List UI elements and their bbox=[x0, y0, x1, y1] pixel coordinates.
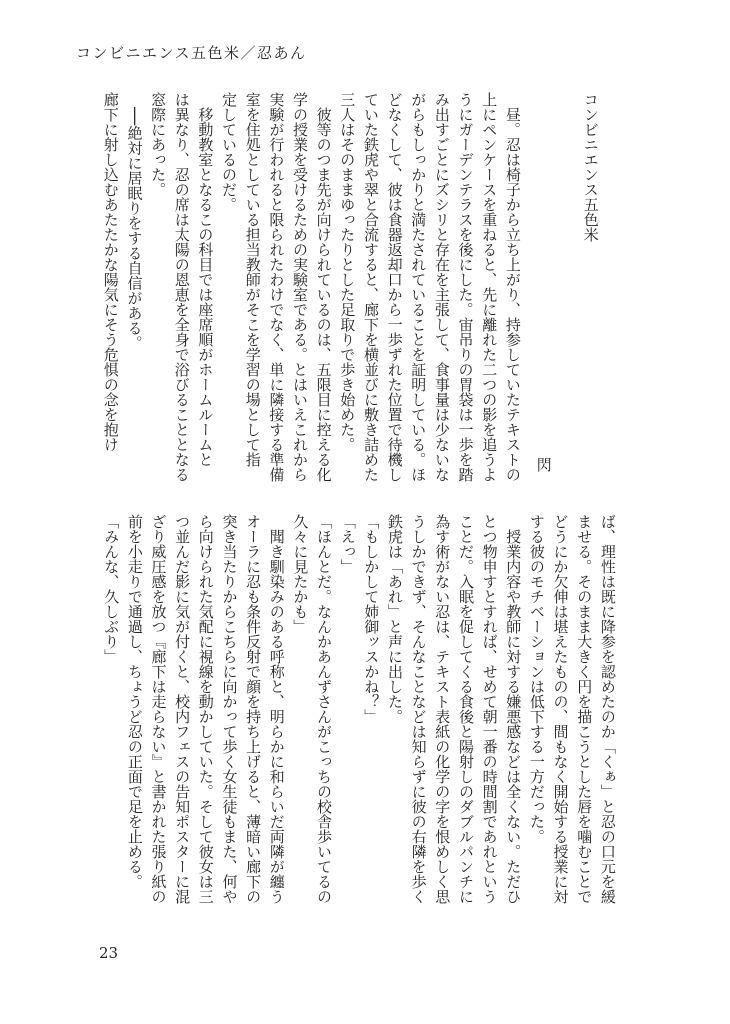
text-line: ませる。そのまま大きく円を描こうとした唇を噛むことで bbox=[575, 514, 594, 904]
text-line: 久々に見たかも」 bbox=[291, 514, 310, 634]
text-line: 突き当たりからこちらに向かって歩く女生徒もまた、何や bbox=[220, 514, 239, 904]
text-line: どなくして、彼は食器返却口から一歩ずれた位置で待機し bbox=[385, 92, 404, 482]
text-line: うにガーデンテラスを後にした。宙吊りの胃袋は一歩を踏 bbox=[456, 92, 475, 482]
text-line: 授業内容や教師に対する嫌悪感などは全くない。ただひ bbox=[504, 514, 523, 904]
author-name: 閃 bbox=[534, 457, 553, 472]
text-line: とつ物申すとすれば、せめて朝一番の時間割であれという bbox=[480, 514, 499, 904]
text-line: オーラに忍も条件反射で顔を持ち上げると、薄暗い廊下の bbox=[244, 514, 263, 904]
running-head: コンビニエンス五色米／忍あん bbox=[76, 44, 307, 62]
text-line: 「もしかして姉御ッスかね？」 bbox=[362, 514, 381, 724]
text-line: 上にペンケースを重ねると、先に離れた二つの影を追うよ bbox=[480, 92, 499, 482]
text-line: 学の授業を受けるための実験室である。とはいえこれから bbox=[290, 92, 309, 482]
text-line: ていた鉄虎や翠と合流すると、廊下を横並びに敷き詰めた bbox=[361, 92, 380, 482]
text-line: する彼のモチベーションは低下する一方だった。 bbox=[527, 514, 546, 844]
text-line: うしかできず、そんなことなどは知らずに彼の右隣を歩く bbox=[409, 514, 428, 904]
page-number: 23 bbox=[99, 944, 119, 962]
text-line: み出すごとにズシリと存在を主張して、食事量は少ないな bbox=[432, 92, 451, 482]
text-line: ば、理性は既に降参を認めたのか「くぁ」と忍の口元を緩 bbox=[598, 514, 617, 904]
text-line: 「ほんとだ。なんかあんずさんがこっちの校舎歩いてるの bbox=[315, 514, 334, 904]
text-line: 窓際にあった。 bbox=[149, 92, 168, 197]
text-line: 三人はそのままゆったりとした足取りで歩き始めた。 bbox=[338, 92, 357, 452]
text-line: は異なり、忍の席は太陽の恩恵を全身で浴びることとなる bbox=[172, 92, 191, 482]
text-line: 鉄虎は「あれ」と声に出した。 bbox=[385, 514, 404, 724]
text-line: 「えっ」 bbox=[338, 514, 357, 574]
story-title: コンビニエンス五色米 bbox=[581, 92, 600, 242]
text-line: 実験が行われると限られたわけでなく、単に隣接する準備 bbox=[267, 92, 286, 482]
text-line: 彼等のつま先が向けられているのは、五限目に控える化 bbox=[314, 92, 333, 482]
text-line: 定しているのだ。 bbox=[220, 92, 239, 212]
text-line: がらもしっかりと満たされていることを証明している。ほ bbox=[409, 92, 428, 482]
text-line: ざり威圧感を放つ『廊下は走らない』と書かれた張り紙の bbox=[149, 514, 168, 904]
text-line: ら向けられた気配に視線を動かしていた。そして彼女は三 bbox=[196, 514, 215, 904]
text-line: 聞き馴染みのある呼称と、明らかに和らいだ両隣が纏う bbox=[267, 514, 286, 904]
text-line: 「みんな、久しぶり」 bbox=[102, 514, 121, 664]
text-line: 移動教室となるこの科目では座席順がホームルームと bbox=[196, 92, 215, 467]
text-line: 昼。忍は椅子から立ち上がり、持参していたテキストの bbox=[503, 92, 522, 482]
text-line: 室を住処としている担当教師がそこを学習の場として指 bbox=[243, 92, 262, 467]
text-line: 前を小走りで通過し、ちょうど忍の正面で足を止める。 bbox=[125, 514, 144, 889]
text-line: ──絶対に居眠りをする自信がある。 bbox=[125, 92, 144, 351]
text-line: 廊下に射し込むあたたかな陽気にそう危惧の念を抱け bbox=[101, 92, 120, 452]
text-line: ことだ。入眠を促してくる食後と陽射しのダブルパンチに bbox=[456, 514, 475, 904]
text-line: 為す術がない忍は、テキスト表紙の化学の字を恨めしく思 bbox=[433, 514, 452, 904]
text-line: どうにか欠伸は堪えたものの、間もなく開始する授業に対 bbox=[551, 514, 570, 904]
text-line: つ並んだ影に気が付くと、校内フェスの告知ポスターに混 bbox=[173, 514, 192, 904]
